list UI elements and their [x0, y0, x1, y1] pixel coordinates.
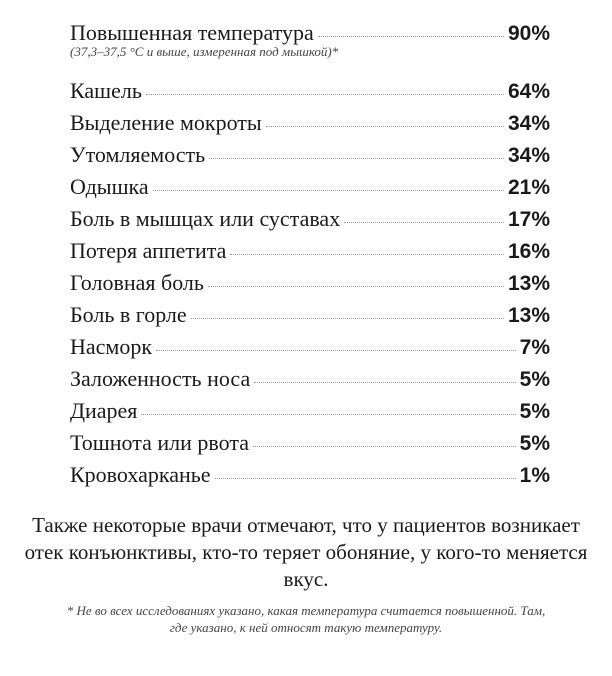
symptom-percent: 7%: [519, 336, 550, 359]
symptom-percent: 13%: [507, 272, 550, 295]
symptom-row: [70, 302, 550, 334]
symptom-row: [70, 334, 550, 366]
symptom-label: Кровохарканье: [70, 462, 211, 487]
symptom-percent: 5%: [519, 368, 550, 391]
dotted-leader: [266, 126, 504, 127]
symptom-label: Потеря аппетита: [70, 238, 227, 263]
symptom-row: [70, 366, 550, 398]
dotted-leader: [141, 414, 515, 415]
symptom-row: [70, 142, 550, 174]
symptom-percent: 13%: [507, 304, 550, 327]
symptom-percent: 5%: [519, 432, 550, 455]
symptom-percent: 21%: [507, 176, 550, 199]
symptom-row: [70, 238, 550, 270]
symptom-row: [70, 78, 550, 110]
symptom-percent: 16%: [507, 240, 550, 263]
dotted-leader: [253, 446, 516, 447]
dotted-leader: [156, 350, 516, 351]
symptom-label: Утомляемость: [70, 142, 206, 167]
symptom-percent: 90%: [507, 22, 550, 45]
dotted-leader: [318, 36, 504, 37]
symptom-row: [70, 430, 550, 462]
symptom-label: Кашель: [70, 78, 142, 103]
dotted-leader: [344, 222, 504, 223]
symptom-label: Выделение мокроты: [70, 110, 262, 135]
symptom-label: Боль в горле: [70, 302, 187, 327]
dotted-leader: [254, 382, 515, 383]
symptom-label: Насморк: [70, 334, 153, 359]
dotted-leader: [209, 158, 504, 159]
symptom-label: Диарея: [70, 398, 138, 423]
symptom-percent: 5%: [519, 400, 550, 423]
symptom-label: Заложенность носа: [70, 366, 251, 391]
symptom-row: [70, 206, 550, 238]
dotted-leader: [153, 190, 504, 191]
symptom-label: Повышенная температура: [70, 20, 314, 45]
additional-symptoms-paragraph: Также некоторые врачи отмечают, что у пациентов возникает отек конъюнктивы, кто-то теряет обоняние, у кого-то меняется вкус.: [24, 513, 588, 591]
dotted-leader: [208, 286, 504, 287]
symptom-percent: 64%: [507, 80, 550, 103]
symptom-label: Одышка: [70, 174, 149, 199]
symptom-row: [70, 398, 550, 430]
symptom-label: Боль в мышцах или суставах: [70, 206, 341, 231]
symptom-percent: 17%: [507, 208, 550, 231]
symptom-percent: 34%: [507, 112, 550, 135]
dotted-leader: [215, 478, 516, 479]
symptom-list: [70, 20, 550, 494]
symptom-row: [70, 174, 550, 206]
symptom-row: [70, 270, 550, 302]
symptom-percent: 1%: [519, 464, 550, 487]
symptom-row: [70, 110, 550, 142]
symptom-label: Головная боль: [70, 270, 204, 295]
dotted-leader: [191, 318, 504, 319]
temperature-note: (37,3–37,5 °C и выше, измеренная под мышкой)*: [70, 44, 339, 59]
symptom-percent: 34%: [507, 144, 550, 167]
symptom-row: [70, 462, 550, 494]
symptom-label: Тошнота или рвота: [70, 430, 249, 455]
dotted-leader: [230, 254, 504, 255]
dotted-leader: [146, 94, 504, 95]
footnote: * Не во всех исследованиях указано, какая температура считается повышенной. Там, где указано, к ней относят такую температуру.: [66, 603, 546, 635]
